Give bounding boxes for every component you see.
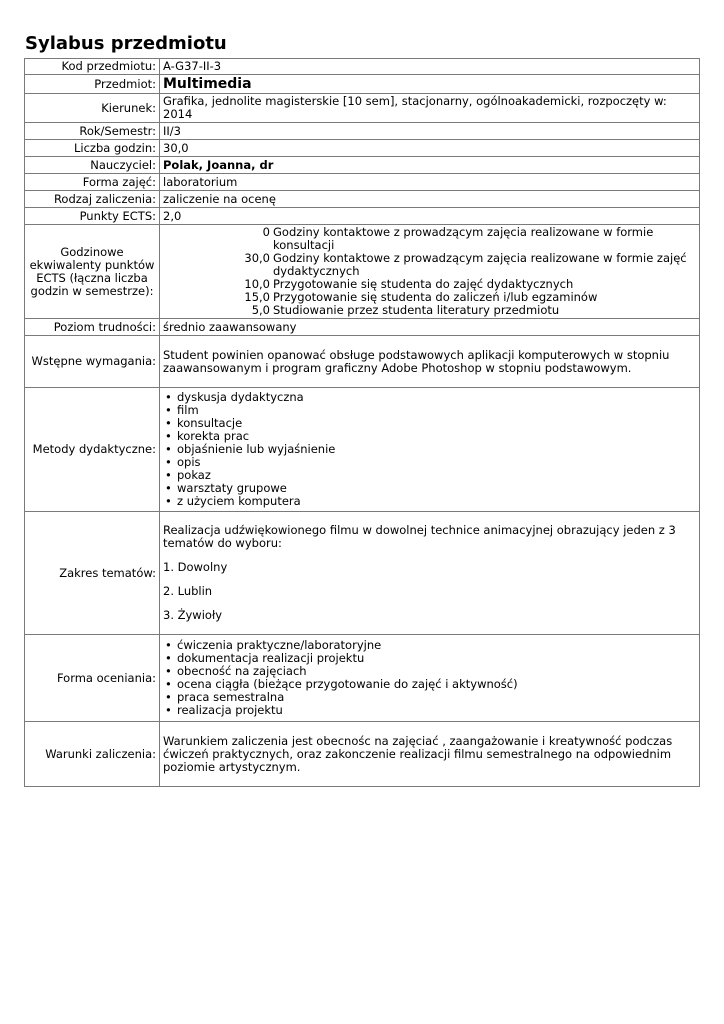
list-item: • dyskusja dydaktyczna <box>163 391 696 404</box>
value-ects: 2,0 <box>160 208 700 225</box>
label-zakres: Zakres tematów: <box>25 512 160 635</box>
list-item: • korekta prac <box>163 430 696 443</box>
label-rodzaj: Rodzaj zaliczenia: <box>25 191 160 208</box>
list-item: • ćwiczenia praktyczne/laboratoryjne <box>163 639 696 652</box>
hours-value: 15,0 <box>244 290 270 304</box>
label-forma: Forma zajęć: <box>25 174 160 191</box>
row-rok <box>25 123 700 140</box>
zakres-topic: 1. Dowolny <box>163 560 228 574</box>
value-rok: II/3 <box>160 123 700 140</box>
value-zakres <box>160 512 700 635</box>
zakres-intro: Realizacja udźwiękowionego filmu w dowolnej technice animacyjnej obrazujący jeden z 3 tematów do wyboru: <box>163 523 676 550</box>
zakres-topic: 2. Lublin <box>163 584 213 598</box>
hours-value: 0 <box>262 225 270 239</box>
value-metody <box>160 388 700 512</box>
hours-description: Studiowanie przez studenta literatury przedmiotu <box>273 303 560 317</box>
label-ects: Punkty ECTS: <box>25 208 160 225</box>
list-item: • obecność na zajęciach <box>163 665 696 678</box>
hours-description: Godziny kontaktowe z prowadzącym zajęcia realizowane w formie zajęć dydaktycznych <box>273 251 687 278</box>
row-kod <box>25 59 700 75</box>
row-zakres <box>25 512 700 635</box>
value-nauczyciel: Polak, Joanna, dr <box>160 157 700 174</box>
hours-value: 5,0 <box>251 303 270 317</box>
zakres-topic: 3. Żywioły <box>163 608 223 622</box>
label-godziny: Liczba godzin: <box>25 140 160 157</box>
hours-value: 10,0 <box>244 277 270 291</box>
value-godziny: 30,0 <box>160 140 700 157</box>
label-nauczyciel: Nauczyciel: <box>25 157 160 174</box>
value-wymagania: Student powinien opanować obsługe podstawowych aplikacji komputerowych w stopniu zaawansowanym i program graficzny Adobe Photoshop w stopniu podstawowym. <box>160 336 700 388</box>
label-przedmiot: Przedmiot: <box>25 75 160 94</box>
value-ocenianie <box>160 635 700 722</box>
hours-row <box>163 226 696 252</box>
value-forma: laboratorium <box>160 174 700 191</box>
hours-description: Godziny kontaktowe z prowadzącym zajęcia realizowane w formie konsultacji <box>273 225 654 252</box>
hours-row <box>163 304 696 317</box>
hours-row <box>163 252 696 278</box>
row-poziom <box>25 319 700 336</box>
list-item: • dokumentacja realizacji projektu <box>163 652 696 665</box>
row-kierunek <box>25 94 700 123</box>
value-przedmiot: Multimedia <box>160 75 700 94</box>
label-ekwiwalent <box>25 225 160 319</box>
value-kod: A-G37-II-3 <box>160 59 700 75</box>
list-item: • objaśnienie lub wyjaśnienie <box>163 443 696 456</box>
row-ekwiwalent <box>25 225 700 319</box>
list-item: • pokaz <box>163 469 696 482</box>
list-item: • z użyciem komputera <box>163 495 696 508</box>
list-item: • praca semestralna <box>163 691 696 704</box>
value-warunki: Warunkiem zaliczenia jest obecnośc na zajęciać , zaangażowanie i kreatywność podczas ćwiczeń praktycznych, oraz zakonczenie realizacji filmu semestralnego na odpowiednim poziomie artystycznym. <box>160 722 700 787</box>
label-metody: Metody dydaktyczne: <box>25 388 160 512</box>
label-poziom: Poziom trudności: <box>25 319 160 336</box>
row-rodzaj <box>25 191 700 208</box>
row-nauczyciel <box>25 157 700 174</box>
label-ocenianie: Forma oceniania: <box>25 635 160 722</box>
row-forma <box>25 174 700 191</box>
row-ocenianie <box>25 635 700 722</box>
hours-value: 30,0 <box>244 251 270 265</box>
list-item: • opis <box>163 456 696 469</box>
label-ekwiwalent-text: Godzinowe ekwiwalenty punktów ECTS (łączna liczba godzin w semestrze): <box>29 244 155 298</box>
row-warunki <box>25 722 700 787</box>
row-wymagania <box>25 336 700 388</box>
value-rodzaj: zaliczenie na ocenę <box>160 191 700 208</box>
value-kierunek: Grafika, jednolite magisterskie [10 sem], stacjonarny, ogólnoakademicki, rozpoczęty w: 2014 <box>160 94 700 123</box>
value-poziom: średnio zaawansowany <box>160 319 700 336</box>
list-item: • ocena ciągła (bieżące przygotowanie do zajęć i aktywność) <box>163 678 696 691</box>
row-godziny <box>25 140 700 157</box>
label-warunki: Warunki zaliczenia: <box>25 722 160 787</box>
row-ects <box>25 208 700 225</box>
hours-description: Przygotowanie się studenta do zajęć dydaktycznych <box>273 277 574 291</box>
label-wymagania: Wstępne wymagania: <box>25 336 160 388</box>
row-przedmiot <box>25 75 700 94</box>
label-rok: Rok/Semestr: <box>25 123 160 140</box>
label-kierunek: Kierunek: <box>25 94 160 123</box>
syllabus-table <box>24 58 700 787</box>
hours-description: Przygotowanie się studenta do zaliczeń i/lub egzaminów <box>273 290 598 304</box>
label-kod: Kod przedmiotu: <box>25 59 160 75</box>
list-item: • film <box>163 404 696 417</box>
value-ekwiwalent <box>160 225 700 319</box>
metody-list <box>163 391 696 508</box>
list-item: • realizacja projektu <box>163 704 696 717</box>
row-metody <box>25 388 700 512</box>
list-item: • warsztaty grupowe <box>163 482 696 495</box>
ocenianie-list <box>163 639 696 717</box>
page-title: Sylabus przedmiotu <box>25 33 227 54</box>
list-item: • konsultacje <box>163 417 696 430</box>
